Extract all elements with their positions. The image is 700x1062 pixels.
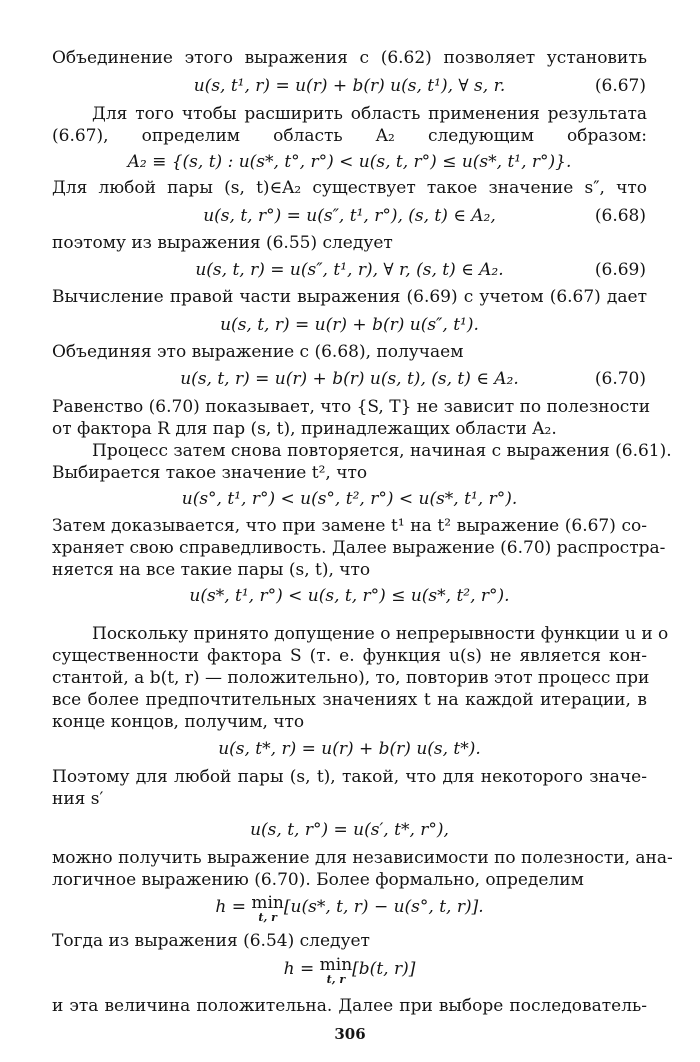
text-line: Затем доказывается, что при замене t¹ на t² выражение (6.67) со- <box>52 516 647 536</box>
equation-6-67: u(s, t¹, r) = u(r) + b(r) u(s, t¹), ∀ s, r. <box>193 76 506 96</box>
page-number: 306 <box>334 1025 366 1043</box>
text-line: Для любой пары (s, t)∈A₂ существует такое значение s″, что <box>52 178 647 198</box>
equation-a2-definition: A₂ ≡ {(s, t) : u(s*, t°, r°) < u(s, t, r°) ≤ u(s*, t¹, r°)}. <box>127 152 572 172</box>
text-line: конце концов, получим, что <box>52 712 305 732</box>
text-line: можно получить выражение для независимости по полезности, ана- <box>52 848 673 868</box>
text-line: (6.67), определим область A₂ следующим образом: <box>52 126 647 146</box>
equation-substitution: u(s, t, r) = u(r) + b(r) u(s″, t¹). <box>220 315 479 335</box>
text-line: все более предпочтительных значениях t на каждой итерации, в <box>52 690 647 710</box>
text-line: ния s′ <box>52 789 104 809</box>
text-line: Поэтому для любой пары (s, t), такой, что для некоторого значе- <box>52 767 647 787</box>
text-line: стантой, а b(t, r) — положительно), то, повторив этот процесс при <box>52 668 650 688</box>
text-line: существенности фактора S (т. е. функция u(s) не является кон- <box>52 646 647 666</box>
text-line: Объединение этого выражения с (6.62) позволяет установить <box>52 48 647 68</box>
equation-number: (6.70) <box>594 369 646 389</box>
text-line: Для того чтобы расширить область применения результата <box>92 104 647 124</box>
equation-t-star: u(s, t*, r) = u(r) + b(r) u(s, t*). <box>218 739 481 759</box>
text-line: Вычисление правой части выражения (6.69) с учетом (6.67) дает <box>52 287 647 307</box>
text-line: поэтому из выражения (6.55) следует <box>52 233 393 253</box>
text-line: няется на все такие пары (s, t), что <box>52 560 371 580</box>
equation-h-positive: h = min t, r [b(t, r)] <box>283 955 416 986</box>
equation-h-definition: h = min t, r [u(s*, t, r) − u(s°, t, r)]. <box>215 893 484 924</box>
text-line: Процесс затем снова повторяется, начиная с выражения (6.61). <box>92 441 672 461</box>
text-line: Поскольку принято допущение о непрерывности функции u и о <box>92 624 669 644</box>
equation-6-68: u(s, t, r°) = u(s″, t¹, r°), (s, t) ∈ A₂, <box>203 206 496 226</box>
text-line: логичное выражению (6.70). Более формально, определим <box>52 870 584 890</box>
equation-6-70: u(s, t, r) = u(r) + b(r) u(s, t), (s, t) ∈ A₂. <box>180 369 519 389</box>
equation-pairs-range: u(s*, t¹, r°) < u(s, t, r°) ≤ u(s*, t², r°). <box>189 586 510 606</box>
text-line: и эта величина положительна. Далее при выборе последователь- <box>52 996 647 1016</box>
text-line: Равенство (6.70) показывает, что {S, T} не зависит по полезности <box>52 397 651 417</box>
equation-number: (6.69) <box>594 260 646 280</box>
text-line: Выбирается такое значение t², что <box>52 463 368 483</box>
equation-6-69: u(s, t, r) = u(s″, t¹, r), ∀ r, (s, t) ∈ A₂. <box>195 260 504 280</box>
equation-number: (6.67) <box>594 76 646 96</box>
text-line: от фактора R для пар (s, t), принадлежащих области A₂. <box>52 419 557 439</box>
equation-number: (6.68) <box>594 206 646 226</box>
text-line: Тогда из выражения (6.54) следует <box>52 931 370 951</box>
equation-s-prime: u(s, t, r°) = u(s′, t*, r°), <box>250 820 449 840</box>
equation-t2-choice: u(s°, t¹, r°) < u(s°, t², r°) < u(s*, t¹, r°). <box>181 489 518 509</box>
text-line: Объединяя это выражение с (6.68), получаем <box>52 342 464 362</box>
text-line: храняет свою справедливость. Далее выражение (6.70) распростра- <box>52 538 666 558</box>
